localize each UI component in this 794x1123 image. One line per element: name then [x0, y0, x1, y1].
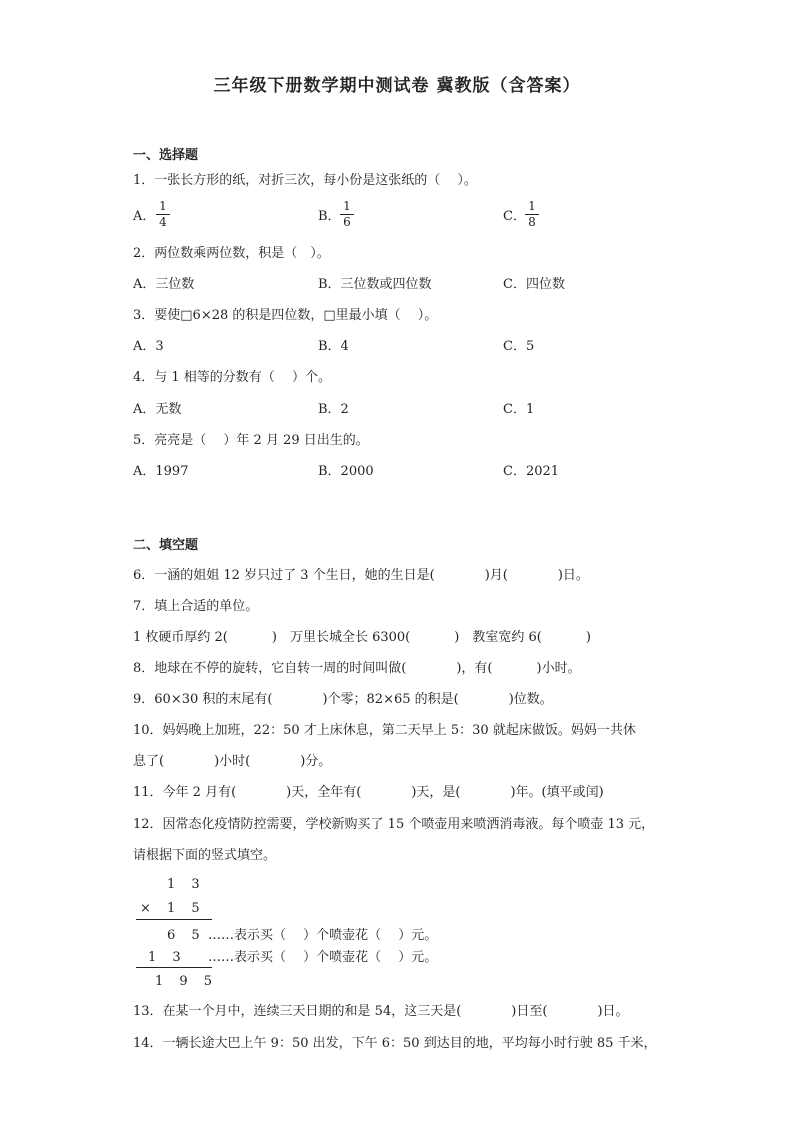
- question-8: 8．地球在不停的旋转，它自转一周的时间叫做( )，有( )小时。: [133, 661, 581, 676]
- question-13: 13．在某一个月中，连续三天日期的和是 54，这三天是( )日至( )日。: [133, 1004, 629, 1019]
- option-5a: A．1997: [133, 464, 189, 479]
- question-10-line2: 息了( )小时( )分。: [133, 754, 332, 769]
- option-2b: B．三位数或四位数: [318, 277, 432, 292]
- calc-partial-2-note: ……表示买（ ）个喷壶花（ ）元。: [208, 950, 438, 965]
- question-14-line1: 14．一辆长途大巴上午 9：50 出发，下午 6：50 到达目的地，平均每小时行驶 85 千米，: [133, 1036, 657, 1051]
- fraction-1b: 1 6: [340, 200, 354, 229]
- question-4: 4．与 1 相等的分数有（ ）个。: [133, 370, 331, 385]
- question-1: 1．一张长方形的纸，对折三次，每小份是这张纸的（ ）。: [133, 173, 477, 188]
- option-3b: B．4: [318, 339, 349, 354]
- option-2a: A．三位数: [133, 277, 195, 292]
- section-heading-choice: 一、选择题: [133, 148, 199, 163]
- section-heading-fill: 二、填空题: [133, 538, 199, 553]
- fraction-1a: 1 4: [156, 200, 170, 229]
- option-3a: A．3: [133, 339, 164, 354]
- question-7: 7．填上合适的单位。: [133, 599, 259, 614]
- option-1b-label: B．: [318, 209, 341, 224]
- option-1a-label: A．: [133, 209, 156, 224]
- option-3c: C．5: [503, 339, 535, 354]
- question-2: 2．两位数乘两位数，积是（ ）。: [133, 246, 330, 261]
- option-4b: B．2: [318, 402, 349, 417]
- option-5b: B．2000: [318, 464, 374, 479]
- question-11: 11．今年 2 月有( )天，全年有( )天，是( )年。(填平或闰): [133, 785, 604, 800]
- option-4a: A．无数: [133, 402, 182, 417]
- calc-partial-1: 6 5: [167, 928, 206, 943]
- question-5: 5．亮亮是（ ）年 2 月 29 日出生的。: [133, 433, 369, 448]
- question-9: 9．60×30 积的末尾有( )个零；82×65 的积是( )位数。: [133, 692, 553, 707]
- option-2c: C．四位数: [503, 277, 565, 292]
- calc-multiplier: × 1 5: [140, 901, 206, 916]
- calc-partial-1-note: ……表示买（ ）个喷壶花（ ）元。: [208, 928, 438, 943]
- question-7-items: 1 枚硬币厚约 2( ) 万里长城全长 6300( ) 教室宽约 6( ): [133, 630, 591, 645]
- calc-multiplicand: 1 3: [167, 877, 206, 892]
- question-6: 6．一涵的姐姐 12 岁只过了 3 个生日，她的生日是( )月( )日。: [133, 568, 589, 583]
- fraction-1c: 1 8: [525, 200, 539, 229]
- calc-partial-2: 1 3: [148, 950, 187, 965]
- calc-line-1: [136, 919, 212, 920]
- option-5c: C．2021: [503, 464, 560, 479]
- question-12-line1: 12．因常态化疫情防控需要，学校新购买了 15 个喷壶用来喷洒消毒液。每个喷壶 13 元，: [133, 817, 655, 832]
- option-1c-label: C．: [503, 209, 526, 224]
- calc-product: 1 9 5: [155, 974, 219, 989]
- question-12-line2: 请根据下面的竖式填空。: [133, 848, 277, 863]
- question-10-line1: 10．妈妈晚上加班，22：50 才上床休息，第二天早上 5：30 就起床做饭。妈妈一共休: [133, 723, 636, 738]
- calc-line-2: [136, 967, 212, 968]
- page-title: 三年级下册数学期中测试卷 冀教版（含答案）: [213, 76, 581, 96]
- question-3: 3．要使□6×28 的积是四位数，□里最小填（ ）。: [133, 308, 438, 323]
- option-4c: C．1: [503, 402, 535, 417]
